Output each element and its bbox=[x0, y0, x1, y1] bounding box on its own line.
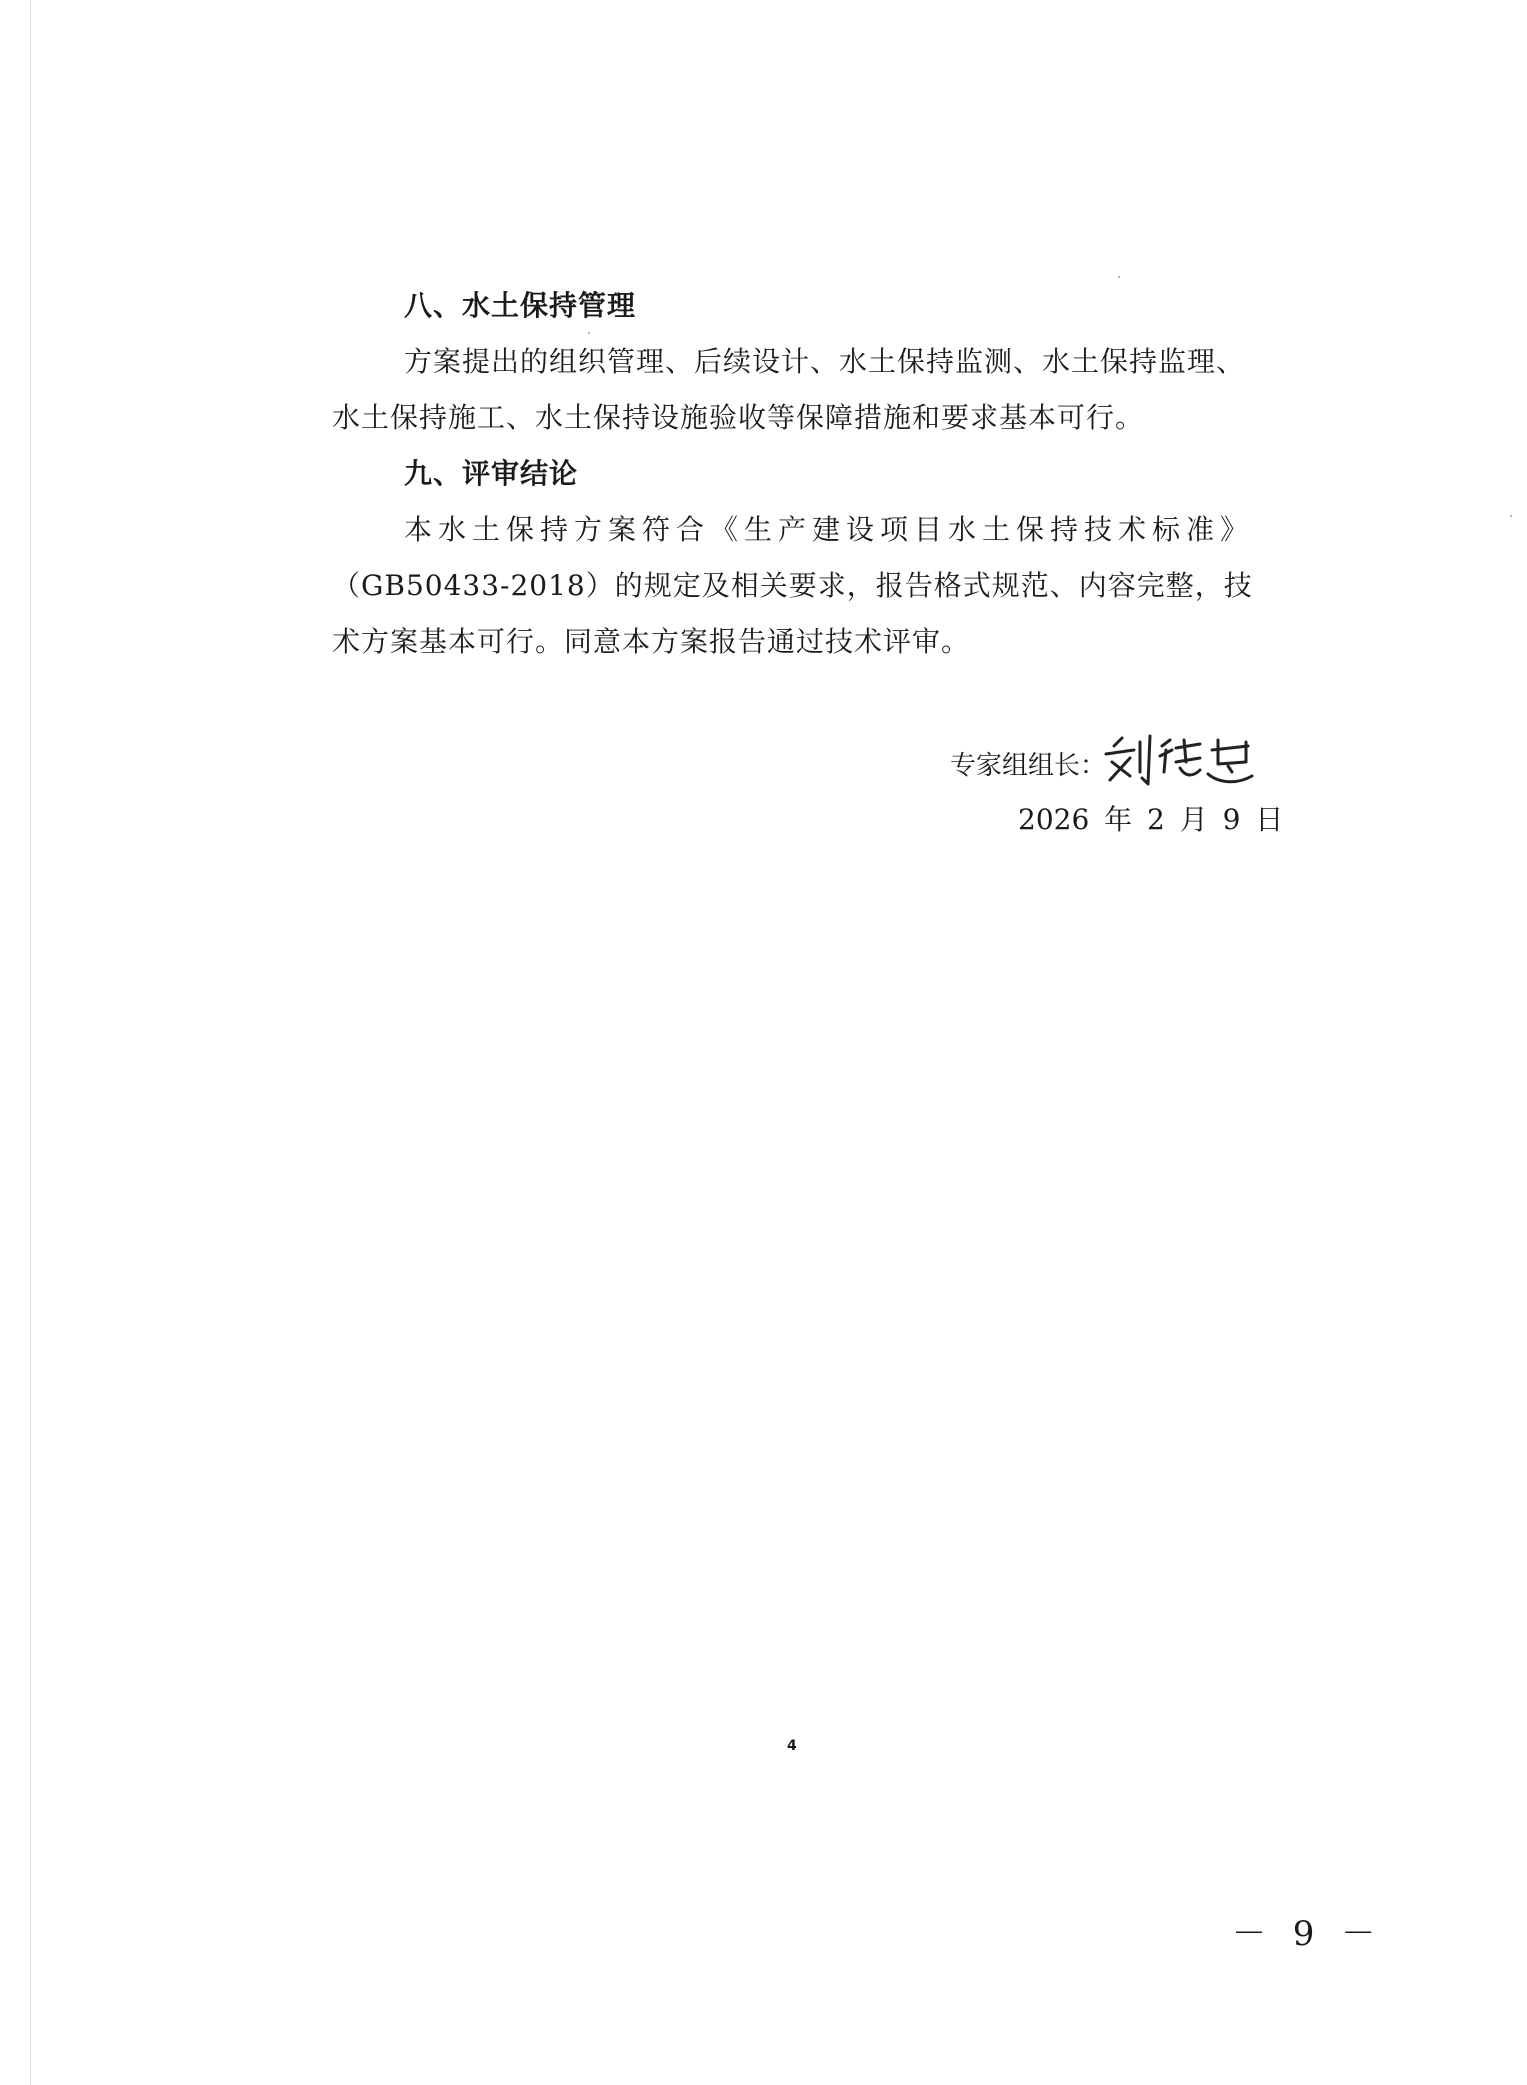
section-8-paragraph bbox=[332, 334, 1272, 446]
scan-edge bbox=[30, 0, 31, 2085]
section-8-line-2: 水土保持施工、水土保持设施验收等保障措施和要求基本可行。 bbox=[332, 401, 1145, 434]
section-8-heading: 八、水土保持管理 bbox=[404, 289, 637, 322]
section-9-line-2: （GB50433-2018）的规定及相关要求，报告格式规范、内容完整，技 bbox=[332, 569, 1253, 602]
section-9-line-3: 术方案基本可行。同意本方案报告通过技术评审。 bbox=[332, 625, 971, 658]
section-9-paragraph bbox=[332, 502, 1272, 670]
inner-page-number: 4 bbox=[787, 1738, 797, 1754]
document-date: 2026 年 2 月 9 日 bbox=[1018, 803, 1284, 836]
section-9-line-1: 本水土保持方案符合《生产建设项目水土保持技术标准》 bbox=[404, 513, 1255, 546]
signature-label: 专家组组长： bbox=[950, 751, 1107, 781]
section-8-line-1: 方案提出的组织管理、后续设计、水土保持监测、水土保持监理、 bbox=[404, 345, 1246, 378]
scan-speck bbox=[588, 332, 590, 334]
signature-block bbox=[940, 732, 1290, 792]
scan-speck bbox=[1118, 276, 1120, 278]
outer-page-number: － 9 － bbox=[1232, 1914, 1384, 1954]
scan-speck bbox=[1510, 515, 1512, 517]
document-body bbox=[332, 278, 1272, 670]
section-9-heading: 九、评审结论 bbox=[404, 457, 579, 490]
handwritten-signature bbox=[1100, 732, 1260, 790]
